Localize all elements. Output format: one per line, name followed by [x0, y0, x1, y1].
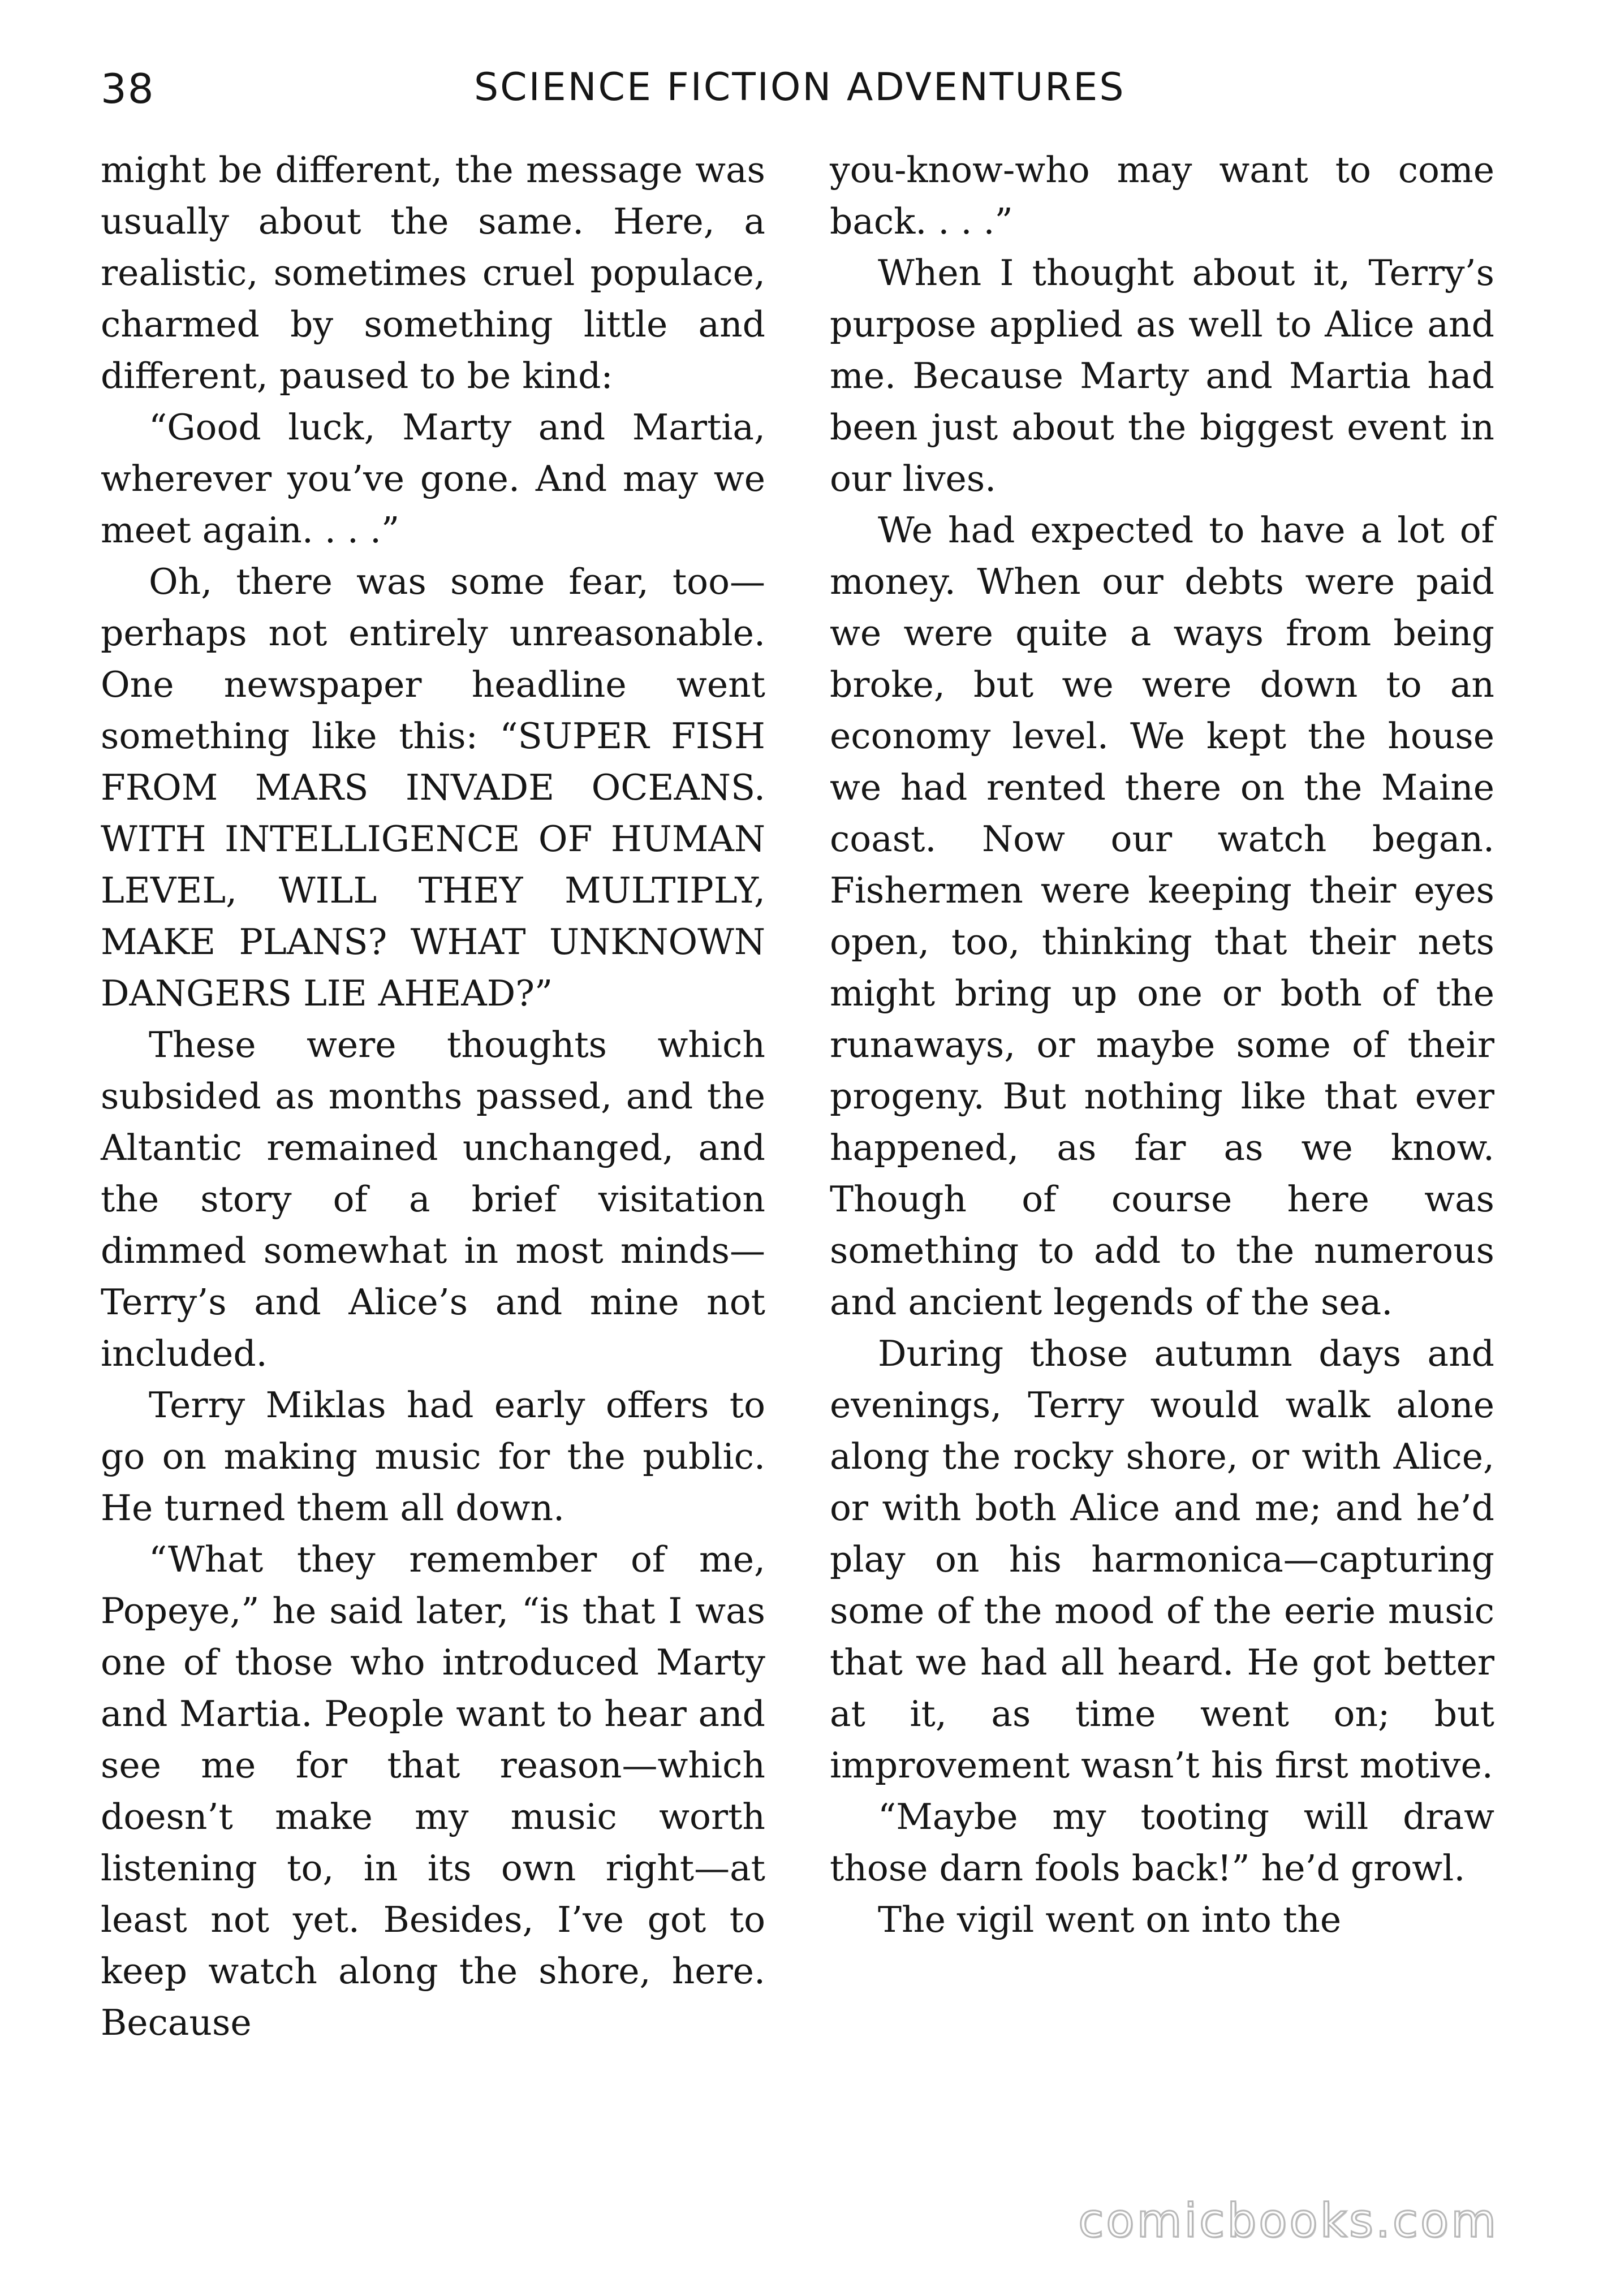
- paragraph: We had expected to have a lot of money. When our debts were paid we were quite a ways from being broke, but we were down to an economy level. We kept the house we had rented there on the Maine coast. Now our watch began. Fishermen were keeping their eyes open, too, thinking that their nets might bring up one or both of the runaways, or maybe some of their progeny. But nothing like that ever happened, as far as we know. Though of course here was something to add to the numerous and ancient legends of the sea.: [830, 510, 1494, 1323]
- page-number: 38: [101, 65, 155, 113]
- paragraph: Terry Miklas had early offers to go on making music for the public. He turned them all down.: [101, 1384, 765, 1529]
- paragraph: The vigil went on into the: [878, 1899, 1342, 1940]
- paragraph: might be different, the message was usually about the same. Here, a realistic, sometimes cruel populace, charmed by something little and different, paused to be kind:: [101, 149, 765, 396]
- paragraph: “Maybe my tooting will draw those darn fools back!” he’d growl.: [830, 1796, 1494, 1889]
- right-text-column: [830, 144, 1494, 1945]
- paragraph: “What they remember of me, Popeye,” he said later, “is that I was one of those who introduced Marty and Martia. People want to hear and see me for that reason—which doesn’t make my music worth listening to, in its own right—at least not yet. Besides, I’ve got to keep watch along the shore, here. Because: [101, 1539, 765, 2043]
- watermark: comicbooks.com: [1078, 2194, 1498, 2248]
- paragraph: These were thoughts which subsided as months passed, and the Altantic remained unchanged, and the story of a brief visitation dimmed somewhat in most minds—Terry’s and Alice’s and mine not included.: [101, 1024, 765, 1374]
- paragraph: “Good luck, Marty and Martia, wherever you’ve gone. And may we meet again. . . .”: [101, 407, 765, 551]
- paragraph: you-know-who may want to come back. . . .”: [830, 149, 1494, 242]
- paragraph: When I thought about it, Terry’s purpose applied as well to Alice and me. Because Marty and Martia had been just about the biggest event in our lives.: [830, 252, 1494, 499]
- paragraph: Oh, there was some fear, too—perhaps not entirely unreasonable. One newspaper headline went something like this: “SUPER FISH FROM MARS INVADE OCEANS. WITH INTELLIGENCE OF HUMAN LEVEL, WILL THEY MULTIPLY, MAKE PLANS? WHAT UNKNOWN DANGERS LIE AHEAD?”: [101, 561, 765, 1014]
- running-title: SCIENCE FICTION ADVENTURES: [474, 65, 1126, 110]
- page-header: [101, 65, 1503, 127]
- paragraph: During those autumn days and evenings, Terry would walk alone along the rocky shore, or with Alice, or with both Alice and me; and he’d play on his harmonica—capturing some of the mood of the eerie music that we had all heard. He got better at it, as time went on; but improvement wasn’t his first motive.: [830, 1333, 1494, 1786]
- left-text-column: [101, 144, 765, 2048]
